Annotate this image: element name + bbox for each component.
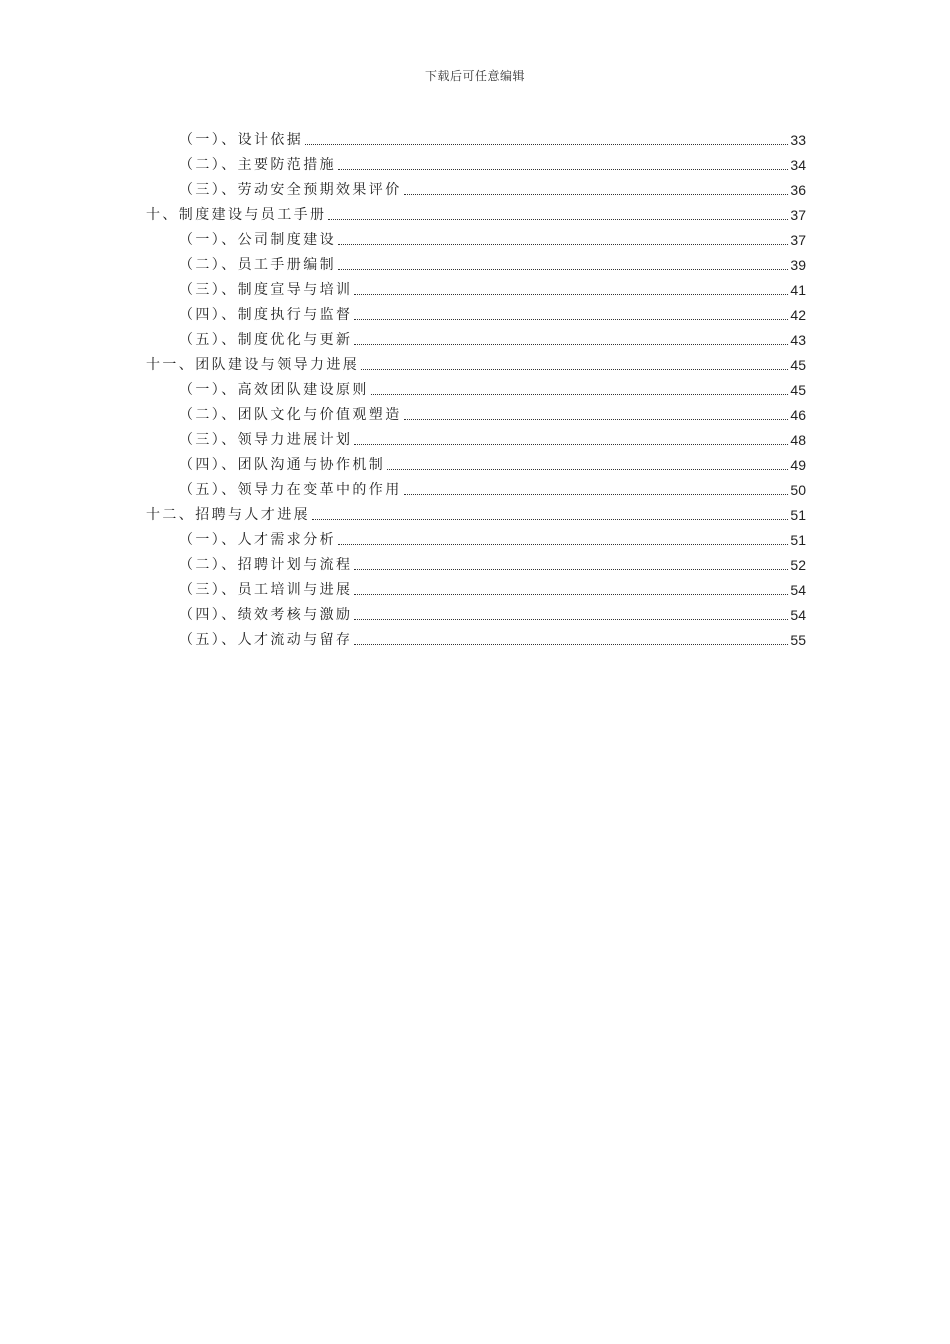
toc-entry-title: （五）、领导力在变革中的作用 — [179, 482, 402, 498]
toc-entry-page: 51 — [790, 507, 806, 523]
toc-dot-leader — [361, 369, 788, 370]
toc-entry[interactable] — [179, 325, 806, 349]
toc-entry-page: 37 — [790, 232, 806, 248]
toc-dot-leader — [354, 444, 788, 445]
toc-entry-title: （三）、员工培训与进展 — [179, 582, 353, 598]
toc-entry-page: 45 — [790, 357, 806, 373]
toc-chapter-entry[interactable] — [146, 350, 806, 374]
toc-dot-leader — [354, 644, 788, 645]
toc-entry[interactable] — [179, 625, 806, 649]
toc-entry-title: （一）、人才需求分析 — [179, 532, 336, 548]
toc-entry[interactable] — [179, 600, 806, 624]
toc-entry-title: （二）、员工手册编制 — [179, 257, 336, 273]
toc-entry-title: （一）、高效团队建设原则 — [179, 382, 369, 398]
toc-entry-page: 49 — [790, 457, 806, 473]
toc-entry[interactable] — [179, 275, 806, 299]
toc-entry[interactable] — [179, 550, 806, 574]
toc-entry[interactable] — [179, 450, 806, 474]
toc-entry-page: 54 — [790, 582, 806, 598]
toc-entry[interactable] — [179, 150, 806, 174]
toc-entry-title: （四）、绩效考核与激励 — [179, 607, 353, 623]
toc-entry-page: 39 — [790, 257, 806, 273]
toc-entry-page: 51 — [790, 532, 806, 548]
toc-dot-leader — [328, 219, 788, 220]
toc-entry[interactable] — [179, 300, 806, 324]
toc-dot-leader — [354, 344, 788, 345]
toc-entry-title: （三）、制度宣导与培训 — [179, 282, 353, 298]
toc-entry[interactable] — [179, 475, 806, 499]
toc-entry-page: 46 — [790, 407, 806, 423]
toc-entry[interactable] — [179, 375, 806, 399]
toc-entry[interactable] — [179, 250, 806, 274]
toc-entry-title: （四）、制度执行与监督 — [179, 307, 353, 323]
toc-entry-page: 42 — [790, 307, 806, 323]
toc-dot-leader — [305, 144, 788, 145]
toc-entry[interactable] — [179, 400, 806, 424]
toc-entry-title: （二）、招聘计划与流程 — [179, 557, 353, 573]
toc-dot-leader — [354, 294, 788, 295]
toc-entry-page: 34 — [790, 157, 806, 173]
toc-entry[interactable] — [179, 175, 806, 199]
toc-entry-page: 43 — [790, 332, 806, 348]
toc-entry-page: 33 — [790, 132, 806, 148]
toc-entry[interactable] — [179, 225, 806, 249]
toc-dot-leader — [338, 169, 788, 170]
toc-dot-leader — [338, 544, 788, 545]
toc-dot-leader — [354, 569, 788, 570]
toc-dot-leader — [338, 244, 788, 245]
toc-entry-title: （三）、劳动安全预期效果评价 — [179, 182, 402, 198]
toc-entry-title: （二）、主要防范措施 — [179, 157, 336, 173]
toc-dot-leader — [371, 394, 789, 395]
toc-entry-page: 48 — [790, 432, 806, 448]
toc-entry[interactable] — [179, 425, 806, 449]
toc-entry-title: 十、制度建设与员工手册 — [146, 207, 327, 223]
toc-chapter-entry[interactable] — [146, 200, 806, 224]
toc-dot-leader — [312, 519, 788, 520]
toc-dot-leader — [354, 319, 788, 320]
toc-entry-page: 50 — [790, 482, 806, 498]
toc-entry-title: 十二、招聘与人才进展 — [146, 507, 310, 523]
toc-entry-title: （四）、团队沟通与协作机制 — [179, 457, 386, 473]
toc-entry-title: 十一、团队建设与领导力进展 — [146, 357, 360, 373]
toc-entry-page: 41 — [790, 282, 806, 298]
toc-dot-leader — [404, 494, 789, 495]
page-header: 下载后可任意编辑 — [424, 69, 525, 83]
toc-dot-leader — [338, 269, 788, 270]
toc-entry-title: （一）、设计依据 — [179, 132, 304, 148]
toc-entry[interactable] — [179, 575, 806, 599]
toc-entry-page: 55 — [790, 632, 806, 648]
toc-entry-title: （二）、团队文化与价值观塑造 — [179, 407, 402, 423]
toc-entry-page: 45 — [790, 382, 806, 398]
toc-entry[interactable] — [179, 525, 806, 549]
toc-dot-leader — [404, 419, 789, 420]
toc-dot-leader — [387, 469, 788, 470]
toc-entry-title: （五）、制度优化与更新 — [179, 332, 353, 348]
toc-entry[interactable] — [179, 125, 806, 149]
toc-entry-page: 52 — [790, 557, 806, 573]
toc-dot-leader — [404, 194, 789, 195]
toc-entry-title: （一）、公司制度建设 — [179, 232, 336, 248]
toc-entry-title: （三）、领导力进展计划 — [179, 432, 353, 448]
toc-dot-leader — [354, 619, 788, 620]
toc-entry-page: 37 — [790, 207, 806, 223]
toc-chapter-entry[interactable] — [146, 500, 806, 524]
toc-entry-page: 36 — [790, 182, 806, 198]
toc-dot-leader — [354, 594, 788, 595]
toc-entry-title: （五）、人才流动与留存 — [179, 632, 353, 648]
toc-entry-page: 54 — [790, 607, 806, 623]
